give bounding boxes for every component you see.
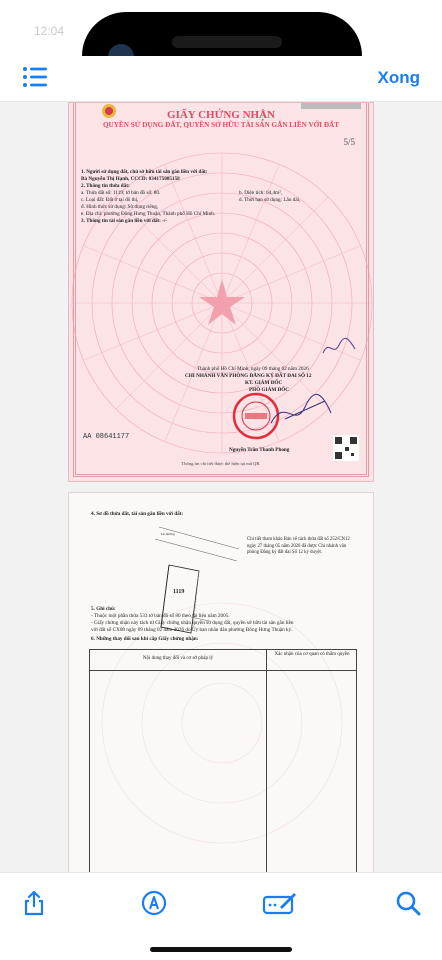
section-4-heading: 4. Sơ đồ thửa đất, tài sản gắn liền với đất: — [91, 511, 184, 517]
section-6-heading: 6. Những thay đổi sau khi cấp Giấy chứng nhận: — [91, 636, 199, 642]
section-3-heading: 3. Thông tin tài sản gắn liền với đất: -/- — [81, 218, 168, 224]
qr-code-icon — [333, 435, 359, 461]
usage-term: d. Thời hạn sử dụng: Lâu dài, — [239, 197, 301, 203]
changes-table — [89, 649, 357, 872]
document-viewer[interactable] — [0, 102, 442, 872]
signature — [265, 393, 335, 433]
parcel-number: a. Thửa đất số: 1119; tờ bản đồ số: 80. — [81, 190, 161, 196]
page-hand-number: 5/5 — [343, 137, 355, 147]
qr-note: Thông tin chi tiết được thể hiện tại mã QR. — [181, 461, 261, 466]
certificate-title: GIẤY CHỨNG NHẬN — [167, 109, 275, 121]
certificate-subtitle: QUYỀN SỬ DỤNG ĐẤT, QUYỀN SỞ HỮU TÀI SẢN GẮN LIỀN VỚI ĐẤT — [102, 121, 340, 129]
note-2a: - Giấy chứng nhận này tách từ Giấy chứng nhận quyền sử dụng đất, quyền sở hữu tài sản gắn liền — [91, 620, 294, 626]
signer-name: Nguyễn Trần Thanh Phong — [229, 447, 290, 453]
map-parcel-number: 1119 — [173, 589, 185, 595]
table-header-confirmation: Xác nhận của cơ quan có thẩm quyền — [274, 652, 350, 657]
note-1: - Thuộc một phần thửa 533 tờ bản đồ số 80 theo tài liệu năm 2005. — [91, 613, 230, 619]
land-type: c. Loại đất: Đất ở tại đô thị, — [81, 197, 139, 203]
note-2b: với đất số CX08 ngày 09 tháng 02 năm 2026 do Ủy ban nhân dân phường Đông Hưng Thuận ký. — [91, 627, 293, 633]
kt-director: KT. GIÁM ĐỐC — [245, 380, 283, 386]
signature-edit-icon[interactable] — [262, 889, 298, 917]
share-icon[interactable] — [20, 889, 48, 917]
bottom-toolbar — [0, 872, 442, 960]
section-1-heading: 1. Người sử dụng đất, chủ sở hữu tài sản gắn liền với đất: — [81, 169, 208, 175]
street-label: Lề đường — [161, 532, 175, 536]
top-toolbar — [0, 56, 442, 102]
section-5-heading: 5. Ghi chú: — [91, 606, 116, 612]
deputy-director: PHÓ GIÁM ĐỐC — [249, 387, 290, 393]
usage-form: đ. Hình thức sử dụng: Sử dụng riêng, — [81, 204, 159, 210]
status-time: 12:04 — [34, 24, 65, 38]
search-icon[interactable] — [394, 889, 422, 917]
map-reference-note: Chi tiết tham khảo Bản vẽ tách thửa đất số 252/CN12 ngày 27 tháng 05 năm 2026 đã được Chi nhánh văn phòng Đăng ký đất đai Số 12 ký duyệt. — [247, 537, 350, 556]
list-icon[interactable] — [22, 66, 48, 88]
signature-initial — [319, 335, 359, 359]
table-header-divider — [90, 670, 356, 671]
markup-icon[interactable] — [140, 889, 168, 917]
home-indicator[interactable] — [150, 947, 292, 952]
certificate-serial: AA 08641177 — [83, 433, 130, 441]
owner-info: Bà Nguyễn Thị Hạnh, CCCD: 034175005158 — [81, 176, 180, 182]
parcel-address: e. Địa chỉ: phường Đông Hưng Thuận, Thành phố Hồ Chí Minh. — [81, 211, 216, 217]
issuing-agency: CHI NHÁNH VĂN PHÒNG ĐĂNG KÝ ĐẤT ĐAI SỐ 12 — [185, 373, 312, 379]
table-header-content: Nội dung thay đổi và cơ sở pháp lý — [142, 656, 214, 661]
issue-date-line: Thành phố Hồ Chí Minh, ngày 09 tháng 02 năm 2026 — [197, 366, 309, 372]
certificate-page-2 — [68, 492, 374, 872]
done-button[interactable]: Xong — [377, 68, 420, 87]
section-2-heading: 2. Thông tin thửa đất: — [81, 183, 130, 189]
parcel-area: b. Diện tích: 64,4m², — [239, 190, 283, 196]
certificate-page-1 — [68, 102, 374, 482]
notification-title-redacted — [172, 36, 282, 48]
table-column-divider — [266, 650, 267, 872]
